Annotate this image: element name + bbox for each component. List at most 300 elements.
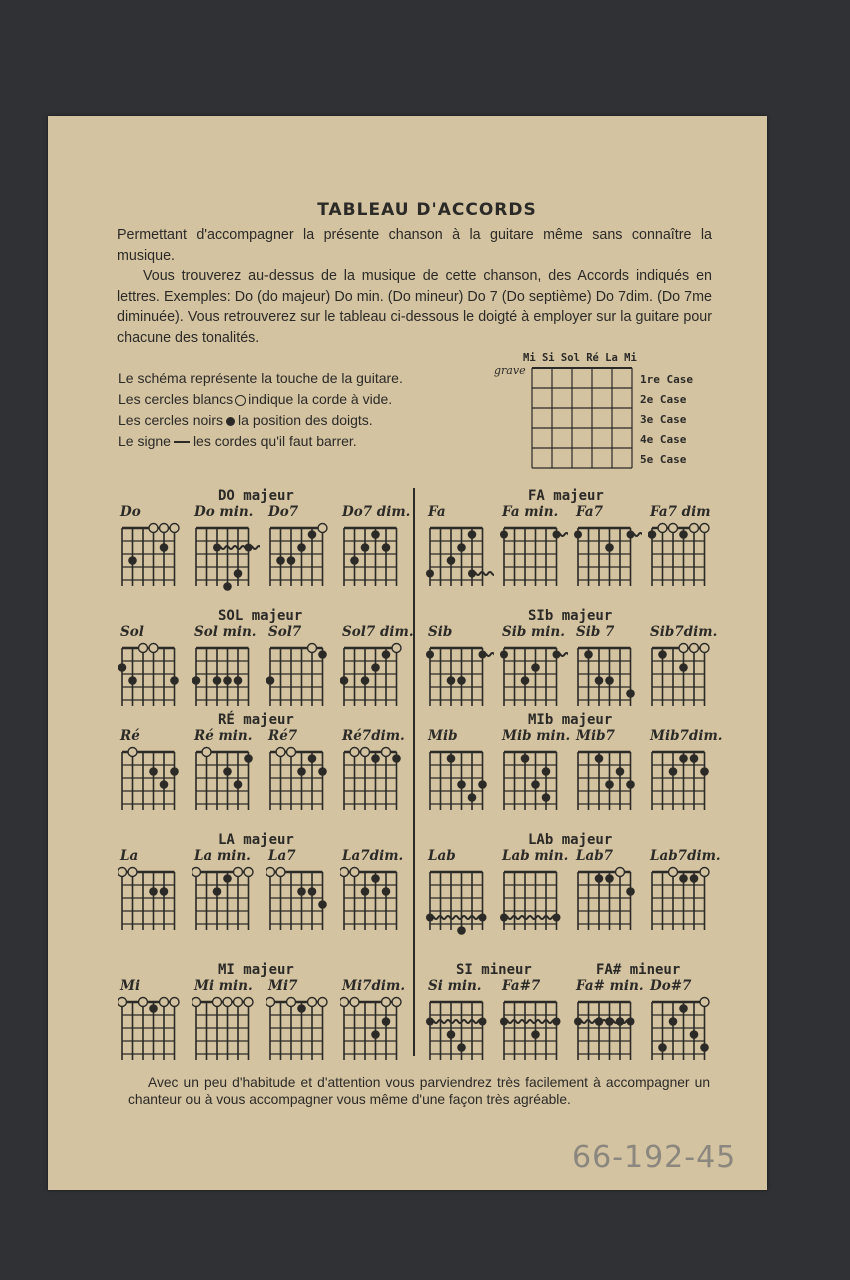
open-string-circle <box>266 868 275 877</box>
legend-line-3-end: la position des doigts. <box>238 412 373 428</box>
archive-number: 66-192-45 <box>572 1140 737 1175</box>
chord-diagram <box>340 994 408 1066</box>
finger-dot <box>500 651 508 659</box>
finger-dot <box>626 689 635 698</box>
chord-fa7 <box>574 504 644 594</box>
open-string-circle <box>149 524 158 533</box>
chord-name: La7dim. <box>342 848 404 864</box>
chord-diagram <box>648 640 716 712</box>
open-string-circle <box>192 868 201 877</box>
chord-name: Fa7 dim <box>650 504 711 520</box>
finger-dot <box>297 767 306 776</box>
chord-diagram <box>426 744 494 816</box>
finger-dot <box>426 914 434 922</box>
finger-dot <box>605 874 614 883</box>
finger-dot <box>500 914 508 922</box>
finger-dot <box>118 663 126 672</box>
chord-diagram <box>118 994 186 1066</box>
chord-name: Mi min. <box>194 978 253 994</box>
open-string-circle <box>192 998 201 1007</box>
section-title: MI majeur <box>218 962 294 978</box>
barre-mark <box>504 916 556 919</box>
barre-mark <box>504 1020 556 1023</box>
finger-dot <box>679 1004 688 1013</box>
finger-dot <box>648 530 656 539</box>
finger-dot <box>192 676 200 685</box>
finger-dot <box>574 531 582 539</box>
chord-diagram <box>574 744 642 816</box>
section-title: FA majeur <box>528 488 604 504</box>
chord-name: Sol7 dim. <box>342 624 414 640</box>
finger-dot <box>479 1018 487 1026</box>
finger-dot <box>213 676 222 685</box>
finger-dot <box>605 780 614 789</box>
finger-dot <box>160 543 169 552</box>
finger-dot <box>297 543 306 552</box>
column-divider <box>413 488 415 1056</box>
open-string-circle <box>287 998 296 1007</box>
chord-diagram <box>118 520 186 592</box>
chord-name: Ré7dim. <box>342 728 405 744</box>
open-string-circle <box>234 998 243 1007</box>
chord-la-min <box>192 848 262 938</box>
chord-diagram <box>340 520 408 592</box>
chord-name: Do min. <box>194 504 254 520</box>
chord-fa-min <box>574 978 644 1068</box>
section-title: SIb majeur <box>528 608 613 624</box>
open-string-circle <box>382 748 391 757</box>
chord-diagram <box>500 640 568 712</box>
finger-dot <box>170 767 179 776</box>
finger-dot <box>700 1043 709 1052</box>
finger-dot <box>426 651 434 659</box>
open-circle-icon <box>235 395 246 406</box>
chord-diagram <box>266 520 334 592</box>
chord-diagram <box>648 994 716 1066</box>
open-string-circle <box>392 998 401 1007</box>
chord-diagram <box>340 640 408 712</box>
finger-dot <box>605 543 614 552</box>
open-string-circle <box>160 998 169 1007</box>
finger-dot <box>457 543 466 552</box>
chord-name: Ré7 <box>268 728 298 744</box>
chord-la7dim <box>340 848 410 938</box>
open-string-circle <box>139 644 148 653</box>
closing-text: Avec un peu d'habitude et d'attention vous parviendrez très facilement à accompagner un chanteur ou à vous accompagner vous même d'une façon très agréable. <box>128 1075 710 1107</box>
finger-dot <box>553 914 561 922</box>
finger-dot <box>605 1017 614 1026</box>
open-string-circle <box>669 524 678 533</box>
chord-name: Do7 <box>268 504 299 520</box>
legend-line-3-start: Les cercles noirs <box>118 412 224 428</box>
chord-diagram <box>340 744 408 816</box>
finger-dot <box>318 900 327 909</box>
open-string-circle <box>213 998 222 1007</box>
finger-dot <box>308 754 317 763</box>
open-string-circle <box>616 868 625 877</box>
finger-dot <box>371 754 380 763</box>
section-title: RÉ majeur <box>218 712 294 728</box>
chord-lab-min <box>500 848 570 938</box>
finger-dot <box>553 1018 561 1026</box>
chord-name: Sol7 <box>268 624 302 640</box>
finger-dot <box>690 874 699 883</box>
finger-dot <box>626 780 635 789</box>
chord-diagram <box>574 640 642 712</box>
chord-name: Fa# min. <box>576 978 644 994</box>
section-title: LA majeur <box>218 832 294 848</box>
open-string-circle <box>340 868 349 877</box>
finger-dot <box>223 676 232 685</box>
finger-dot <box>616 1017 625 1026</box>
open-string-circle <box>361 748 370 757</box>
finger-dot <box>245 544 253 552</box>
fret-label: 1re Case <box>640 373 693 386</box>
finger-dot <box>276 556 285 565</box>
chord-name: Si min. <box>428 978 482 994</box>
chord-fa <box>426 504 496 594</box>
finger-dot <box>234 569 243 578</box>
open-string-circle <box>118 998 127 1007</box>
open-string-circle <box>318 998 327 1007</box>
finger-dot <box>479 914 487 922</box>
chord-do <box>118 504 188 594</box>
section-title: FA# mineur <box>596 962 681 978</box>
open-string-circle <box>160 524 169 533</box>
finger-dot <box>318 767 327 776</box>
finger-dot <box>468 530 477 539</box>
chord-do7-dim <box>340 504 410 594</box>
finger-dot <box>318 650 327 659</box>
barre-mark <box>430 1020 482 1023</box>
finger-dot <box>542 767 551 776</box>
open-string-circle <box>308 644 317 653</box>
chord-name: Lab <box>428 848 456 864</box>
finger-dot <box>308 530 317 539</box>
finger-dot <box>479 651 487 659</box>
finger-dot <box>297 1004 306 1013</box>
finger-dot <box>371 663 380 672</box>
legend <box>118 368 403 452</box>
chord-diagram <box>648 864 716 936</box>
chord-diagram <box>426 994 494 1066</box>
finger-dot <box>447 556 456 565</box>
chord-mi7dim <box>340 978 410 1068</box>
chord-name: Fa <box>428 504 446 520</box>
chord-sib-min <box>500 624 570 714</box>
chord-diagram <box>574 520 642 592</box>
finger-dot <box>500 531 508 539</box>
chord-diagram <box>648 744 716 816</box>
chord-mi7 <box>266 978 336 1068</box>
chord-mib7dim <box>648 728 723 818</box>
finger-dot <box>679 663 688 672</box>
open-string-circle <box>287 748 296 757</box>
finger-dot <box>457 1043 466 1052</box>
finger-dot <box>361 887 370 896</box>
open-string-circle <box>350 748 359 757</box>
open-string-circle <box>234 868 243 877</box>
section-title: DO majeur <box>218 488 294 504</box>
finger-dot <box>234 676 243 685</box>
finger-dot <box>531 780 540 789</box>
open-string-circle <box>276 748 285 757</box>
chord-diagram <box>266 744 334 816</box>
chord-name: Lab7 <box>576 848 614 864</box>
legend-line-4 <box>118 431 403 452</box>
finger-dot <box>627 531 635 539</box>
finger-dot <box>223 767 232 776</box>
chord-si-min <box>426 978 496 1068</box>
fret-label: 3e Case <box>640 413 687 426</box>
chord-lab7 <box>574 848 644 938</box>
open-string-circle <box>170 524 179 533</box>
chord-sib-7 <box>574 624 644 714</box>
open-string-circle <box>149 644 158 653</box>
finger-dot <box>447 676 456 685</box>
open-string-circle <box>318 524 327 533</box>
chord-name: Lab7dim. <box>650 848 721 864</box>
finger-dot <box>457 780 466 789</box>
chord-diagram <box>118 864 186 936</box>
chord-sol7-dim <box>340 624 414 714</box>
finger-dot <box>679 874 688 883</box>
fret-label: 5e Case <box>640 453 687 466</box>
chord-do7 <box>266 504 336 594</box>
legend-line-3 <box>118 410 403 431</box>
open-string-circle <box>128 868 137 877</box>
chord-fa-7 <box>500 978 570 1068</box>
open-string-circle <box>244 868 253 877</box>
finger-dot <box>287 556 296 565</box>
chord-diagram <box>426 520 494 592</box>
chord-diagram <box>192 994 260 1066</box>
chord-diagram <box>426 640 494 712</box>
finger-dot <box>553 531 561 539</box>
finger-dot <box>627 1018 635 1026</box>
grave-label: grave <box>494 364 526 377</box>
chord-diagram <box>266 864 334 936</box>
chord-name: Mi7 <box>268 978 298 994</box>
open-string-circle <box>690 644 699 653</box>
finger-dot <box>382 543 391 552</box>
finger-dot <box>542 793 551 802</box>
finger-dot <box>531 1030 540 1039</box>
finger-dot <box>457 926 466 935</box>
chord-name: Mi7dim. <box>342 978 406 994</box>
chord-name: Do7 dim. <box>342 504 411 520</box>
open-string-circle <box>350 998 359 1007</box>
chord-diagram <box>648 520 716 592</box>
chord-mib <box>426 728 496 818</box>
reference-fretboard-grid <box>530 366 636 472</box>
open-string-circle <box>700 868 709 877</box>
finger-dot <box>149 887 158 896</box>
chord-diagram <box>118 640 186 712</box>
chord-name: Do <box>120 504 141 520</box>
open-string-circle <box>139 998 148 1007</box>
finger-dot <box>223 874 232 883</box>
legend-line-2 <box>118 389 403 410</box>
finger-dot <box>213 544 221 552</box>
chord-name: Lab min. <box>502 848 569 864</box>
open-string-circle <box>128 748 137 757</box>
page-title: TABLEAU D'ACCORDS <box>317 200 537 220</box>
finger-dot <box>531 663 540 672</box>
filled-circle-icon <box>226 417 235 426</box>
chord-mib7 <box>574 728 644 818</box>
finger-dot <box>478 780 487 789</box>
chord-name: La7 <box>268 848 296 864</box>
finger-dot <box>616 767 625 776</box>
intro-text <box>117 225 712 349</box>
open-string-circle <box>658 524 667 533</box>
chord-name: Fa7 <box>576 504 603 520</box>
finger-dot <box>679 754 688 763</box>
chord-r-min <box>192 728 262 818</box>
finger-dot <box>658 1043 667 1052</box>
chord-mi <box>118 978 188 1068</box>
finger-dot <box>669 1017 678 1026</box>
finger-dot <box>595 1017 604 1026</box>
finger-dot <box>149 1004 158 1013</box>
chord-r <box>118 728 188 818</box>
chord-diagram <box>426 864 494 936</box>
finger-dot <box>149 767 158 776</box>
finger-dot <box>426 1018 434 1026</box>
finger-dot <box>128 676 137 685</box>
finger-dot <box>213 887 222 896</box>
finger-dot <box>266 676 274 685</box>
chord-diagram <box>192 864 260 936</box>
chord-mib-min <box>500 728 570 818</box>
open-string-circle <box>690 524 699 533</box>
open-string-circle <box>340 998 349 1007</box>
chord-diagram <box>500 994 568 1066</box>
finger-dot <box>340 676 348 685</box>
open-string-circle <box>170 998 179 1007</box>
finger-dot <box>679 530 688 539</box>
chord-sol7 <box>266 624 336 714</box>
chord-diagram <box>192 744 260 816</box>
chord-name: La min. <box>194 848 251 864</box>
finger-dot <box>457 676 466 685</box>
chord-diagram <box>192 520 260 592</box>
chord-fa-min <box>500 504 570 594</box>
finger-dot <box>371 1030 380 1039</box>
chord-diagram <box>500 864 568 936</box>
finger-dot <box>605 676 614 685</box>
legend-line-2-end: indique la corde à vide. <box>248 391 393 407</box>
finger-dot <box>700 767 709 776</box>
chord-lab <box>426 848 496 938</box>
chord-name: Ré <box>120 728 140 744</box>
chord-name: Sib7dim. <box>650 624 718 640</box>
chord-name: Mib <box>428 728 458 744</box>
chord-diagram <box>118 744 186 816</box>
chord-r-7dim <box>340 728 410 818</box>
chord-name: Ré min. <box>194 728 253 744</box>
chord-name: Mib min. <box>502 728 571 744</box>
chord-sol <box>118 624 188 714</box>
open-string-circle <box>700 524 709 533</box>
chord-diagram <box>266 994 334 1066</box>
finger-dot <box>128 556 137 565</box>
chord-name: Sib min. <box>502 624 565 640</box>
finger-dot <box>521 754 530 763</box>
chord-diagram <box>500 520 568 592</box>
finger-dot <box>382 1017 391 1026</box>
chord-do-min <box>192 504 262 594</box>
chord-name: Do#7 <box>650 978 692 994</box>
chord-name: Fa min. <box>502 504 559 520</box>
finger-dot <box>361 543 370 552</box>
chord-name: Sib <box>428 624 453 640</box>
open-string-circle <box>679 644 688 653</box>
legend-line-2-start: Les cercles blancs <box>118 391 234 407</box>
chord-lab7dim <box>648 848 721 938</box>
chord-name: Mi <box>120 978 141 994</box>
open-string-circle <box>382 998 391 1007</box>
finger-dot <box>669 767 678 776</box>
finger-dot <box>160 780 169 789</box>
chord-name: Mib7 <box>576 728 615 744</box>
finger-dot <box>371 530 380 539</box>
chord-sib <box>426 624 496 714</box>
chord-name: Sol <box>120 624 144 640</box>
chord-r-7 <box>266 728 336 818</box>
open-string-circle <box>266 998 275 1007</box>
chord-mi-min <box>192 978 262 1068</box>
finger-dot <box>468 793 477 802</box>
finger-dot <box>595 754 604 763</box>
chord-sol-min <box>192 624 262 714</box>
open-string-circle <box>244 998 253 1007</box>
finger-dot <box>584 650 593 659</box>
open-string-circle <box>700 644 709 653</box>
chord-diagram <box>340 864 408 936</box>
finger-dot <box>382 887 391 896</box>
legend-line-4-end: les cordes qu'il faut barrer. <box>192 433 357 449</box>
chord-diagram <box>574 864 642 936</box>
open-string-circle <box>392 644 401 653</box>
chord-do-7 <box>648 978 718 1068</box>
open-string-circle <box>202 748 211 757</box>
barre-sign-icon <box>174 441 190 443</box>
chord-la <box>118 848 188 938</box>
finger-dot <box>361 676 370 685</box>
chord-la7 <box>266 848 336 938</box>
fret-label: 4e Case <box>640 433 687 446</box>
open-string-circle <box>118 868 127 877</box>
open-string-circle <box>276 868 285 877</box>
section-title: LAb majeur <box>528 832 613 848</box>
finger-dot <box>658 650 667 659</box>
finger-dot <box>690 754 699 763</box>
finger-dot <box>392 754 401 763</box>
finger-dot <box>595 874 604 883</box>
chord-fa7-dim <box>648 504 718 594</box>
chord-diagram <box>500 744 568 816</box>
finger-dot <box>382 650 391 659</box>
reference-fretboard <box>490 350 720 480</box>
section-title: SOL majeur <box>218 608 303 624</box>
section-title: MIb majeur <box>528 712 613 728</box>
finger-dot <box>553 651 561 659</box>
finger-dot <box>297 887 306 896</box>
chord-name: La <box>120 848 139 864</box>
barre-mark <box>430 916 482 919</box>
